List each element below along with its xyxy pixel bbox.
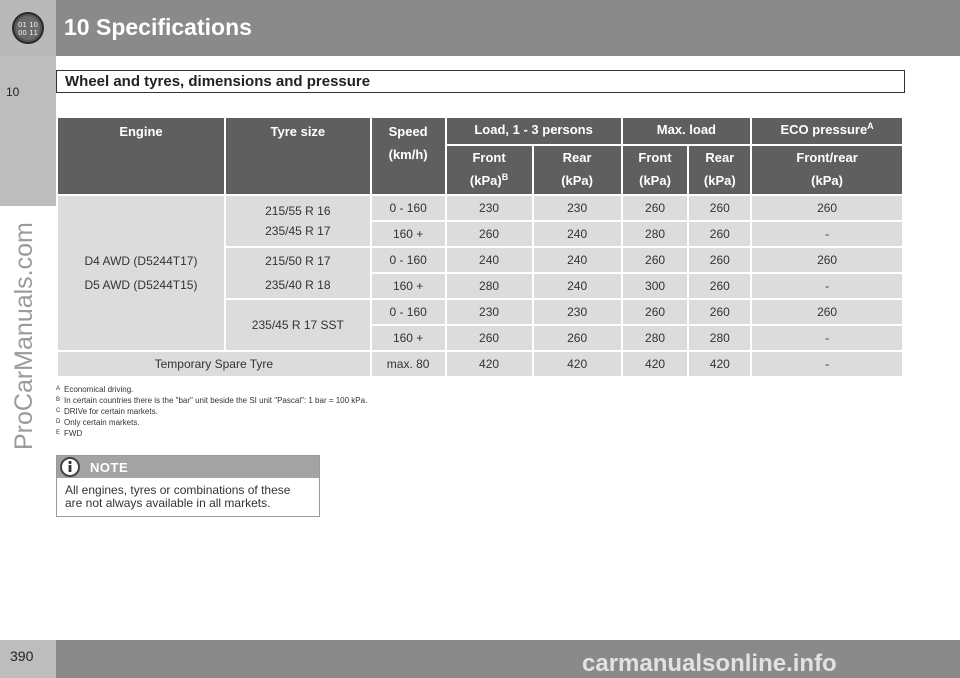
tyre-size: 235/45 R 17 SST — [251, 318, 344, 332]
front-label: Front — [472, 150, 506, 165]
tyre-size: 235/40 R 18 — [265, 278, 331, 292]
speed-cell: 0 - 160 — [371, 195, 446, 221]
footnote-text: DRIVe for certain markets. — [64, 407, 158, 416]
front-cell: 260 — [446, 221, 533, 247]
footnote — [56, 406, 756, 417]
tyre-size-cell — [225, 195, 371, 247]
eco-unit: (kPa) — [811, 173, 843, 188]
footnote-letter: E — [56, 430, 61, 436]
speedometer-icon-box — [0, 0, 56, 56]
max-front-cell: 300 — [622, 273, 689, 299]
max-front-unit: (kPa) — [639, 173, 671, 188]
max-front-cell: 260 — [622, 299, 689, 325]
chapter-tab — [0, 56, 56, 206]
page-number: 390 — [10, 648, 34, 664]
col-rear — [533, 145, 622, 195]
spare-tyre-row — [57, 351, 903, 377]
col-speed — [371, 117, 446, 195]
max-front-cell: 280 — [622, 325, 689, 351]
max-rear-label: Rear — [705, 150, 735, 165]
tyre-size: 215/50 R 17 — [265, 254, 331, 268]
tyre-size-cell — [225, 247, 371, 299]
footnote-text: Only certain markets. — [64, 418, 140, 427]
bottom-watermark: carmanualsonline.info — [582, 650, 837, 677]
front-cell: 230 — [446, 299, 533, 325]
footnote-text: Economical driving. — [64, 385, 134, 394]
col-max-rear — [688, 145, 751, 195]
max-rear-cell: 280 — [688, 325, 751, 351]
tyre-pressure-table — [56, 116, 904, 378]
front-cell: 260 — [446, 325, 533, 351]
front-unit: (kPa) — [469, 173, 502, 188]
col-max-front — [622, 145, 689, 195]
eco-cell: 260 — [751, 299, 903, 325]
footnote-text: In certain countries there is the "bar" unit beside the SI unit "Pascal": 1 bar = 100 kPa. — [64, 396, 368, 405]
max-front-cell: 280 — [622, 221, 689, 247]
chapter-number: 10 — [6, 85, 20, 99]
speed-cell: 160 + — [371, 273, 446, 299]
eco-cell: - — [751, 351, 903, 377]
eco-cell: 260 — [751, 195, 903, 221]
speed-cell: 160 + — [371, 221, 446, 247]
rear-unit: (kPa) — [561, 173, 593, 188]
rear-cell: 230 — [533, 299, 622, 325]
section-title: Wheel and tyres, dimensions and pressure — [56, 70, 905, 93]
eco-sub-label: Front/rear — [796, 150, 858, 165]
side-watermark: ProCarManuals.com — [10, 222, 38, 450]
rear-cell: 240 — [533, 221, 622, 247]
max-rear-cell: 260 — [688, 273, 751, 299]
eco-footnote-ref: A — [867, 121, 874, 131]
col-group-load: Load, 1 - 3 persons — [446, 117, 622, 145]
rear-cell: 260 — [533, 325, 622, 351]
info-icon — [59, 456, 81, 478]
max-rear-cell: 260 — [688, 195, 751, 221]
front-footnote-ref: B — [501, 172, 509, 182]
col-tyre-size: Tyre size — [225, 117, 371, 195]
max-rear-cell: 260 — [688, 247, 751, 273]
page-title: 10 Specifications — [64, 14, 252, 40]
rear-cell: 240 — [533, 273, 622, 299]
front-cell: 280 — [446, 273, 533, 299]
col-group-max: Max. load — [622, 117, 752, 145]
speed-cell: 0 - 160 — [371, 247, 446, 273]
rear-label: Rear — [562, 150, 592, 165]
speed-unit: (km/h) — [388, 147, 428, 162]
max-front-label: Front — [638, 150, 672, 165]
max-front-cell: 260 — [622, 195, 689, 221]
speed-label: Speed — [388, 124, 428, 139]
speed-cell: 160 + — [371, 325, 446, 351]
footnote-letter: B — [56, 397, 61, 403]
front-cell: 240 — [446, 247, 533, 273]
engine-cell — [57, 195, 225, 351]
front-cell: 230 — [446, 195, 533, 221]
engine-name: D5 AWD (D5244T15) — [84, 278, 198, 292]
eco-cell: 260 — [751, 247, 903, 273]
eco-cell: - — [751, 221, 903, 247]
note-box — [56, 455, 320, 517]
rear-cell: 230 — [533, 195, 622, 221]
note-title: NOTE — [90, 460, 129, 475]
footnote — [56, 428, 756, 439]
footnote — [56, 384, 756, 395]
rear-cell: 420 — [533, 351, 622, 377]
speedometer-icon — [11, 11, 45, 45]
tyre-size: 235/45 R 17 — [265, 224, 331, 238]
max-front-cell: 420 — [622, 351, 689, 377]
engine-name: D4 AWD (D5244T17) — [84, 254, 198, 268]
footnote — [56, 395, 756, 406]
spare-label: Temporary Spare Tyre — [57, 351, 371, 377]
max-front-cell: 260 — [622, 247, 689, 273]
eco-label: ECO pressure — [780, 122, 868, 137]
col-front — [446, 145, 533, 195]
max-rear-unit: (kPa) — [703, 173, 736, 188]
svg-text:01 10: 01 10 — [17, 21, 39, 29]
speed-cell: 0 - 160 — [371, 299, 446, 325]
rear-cell: 240 — [533, 247, 622, 273]
footnote — [56, 417, 756, 428]
col-engine: Engine — [57, 117, 225, 195]
table-row — [57, 195, 903, 221]
col-eco — [751, 145, 903, 195]
speed-cell: max. 80 — [371, 351, 446, 377]
note-text: All engines, tyres or combinations of these are not always available in all markets. — [65, 483, 291, 510]
col-group-eco — [751, 117, 903, 145]
footnote-letter: D — [56, 419, 61, 425]
max-rear-cell: 420 — [688, 351, 751, 377]
footnotes — [56, 384, 756, 439]
tyre-size-cell — [225, 299, 371, 351]
note-header — [57, 456, 319, 478]
svg-text:00 11: 00 11 — [17, 29, 39, 37]
eco-cell: - — [751, 325, 903, 351]
tyre-size: 215/55 R 16 — [265, 204, 331, 218]
front-cell: 420 — [446, 351, 533, 377]
footnote-letter: C — [56, 408, 61, 414]
eco-cell: - — [751, 273, 903, 299]
max-rear-cell: 260 — [688, 299, 751, 325]
footnote-letter: A — [56, 386, 61, 392]
footnote-text: FWD — [64, 429, 83, 438]
max-rear-cell: 260 — [688, 221, 751, 247]
